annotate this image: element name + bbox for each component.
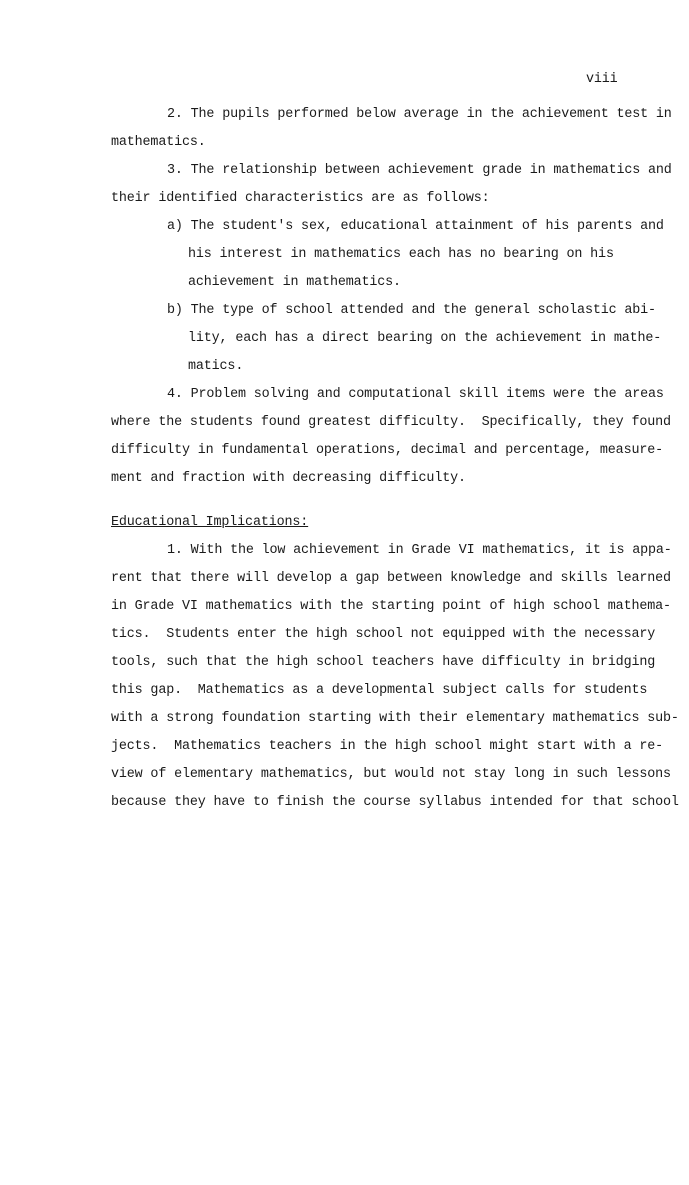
finding-3a-line-1: a) The student's sex, educational attainment of his parents and <box>167 219 664 234</box>
finding-4-line-3: difficulty in fundamental operations, decimal and percentage, measure- <box>111 443 663 458</box>
finding-2-line-2: mathematics. <box>111 135 206 150</box>
finding-3b-line-3: matics. <box>188 359 244 374</box>
implication-1-line-3: in Grade VI mathematics with the starting point of high school mathema- <box>111 599 671 614</box>
finding-3-line-1: 3. The relationship between achievement grade in mathematics and <box>167 163 672 178</box>
implication-1-line-5: tools, such that the high school teachers have difficulty in bridging <box>111 655 656 670</box>
implication-1-line-8: jects. Mathematics teachers in the high school might start with a re- <box>111 739 663 754</box>
finding-4-line-2: where the students found greatest difficulty. Specifically, they found <box>111 415 671 430</box>
page-number: viii <box>586 72 618 87</box>
finding-3-line-2: their identified characteristics are as follows: <box>111 191 490 206</box>
implication-1-line-6: this gap. Mathematics as a developmental subject calls for students <box>111 683 648 698</box>
finding-2-line-1: 2. The pupils performed below average in the achievement test in <box>167 107 672 122</box>
implication-1-line-1: 1. With the low achievement in Grade VI mathematics, it is appa- <box>167 543 672 558</box>
finding-4-line-4: ment and fraction with decreasing difficulty. <box>111 471 466 486</box>
finding-3a-line-3: achievement in mathematics. <box>188 275 401 290</box>
finding-3b-line-1: b) The type of school attended and the general scholastic abi- <box>167 303 656 318</box>
finding-4-line-1: 4. Problem solving and computational skill items were the areas <box>167 387 664 402</box>
implication-1-line-4: tics. Students enter the high school not equipped with the necessary <box>111 627 656 642</box>
section-heading-educational-implications: Educational Implications: <box>111 515 309 530</box>
implication-1-line-9: view of elementary mathematics, but would not stay long in such lessons <box>111 767 671 782</box>
implication-1-line-7: with a strong foundation starting with their elementary mathematics sub- <box>111 711 679 726</box>
finding-3a-line-2: his interest in mathematics each has no bearing on his <box>188 247 614 262</box>
finding-3b-line-2: lity, each has a direct bearing on the achievement in mathe- <box>188 331 662 346</box>
implication-1-line-2: rent that there will develop a gap between knowledge and skills learned <box>111 571 671 586</box>
implication-1-line-10: because they have to finish the course syllabus intended for that school <box>111 795 679 810</box>
